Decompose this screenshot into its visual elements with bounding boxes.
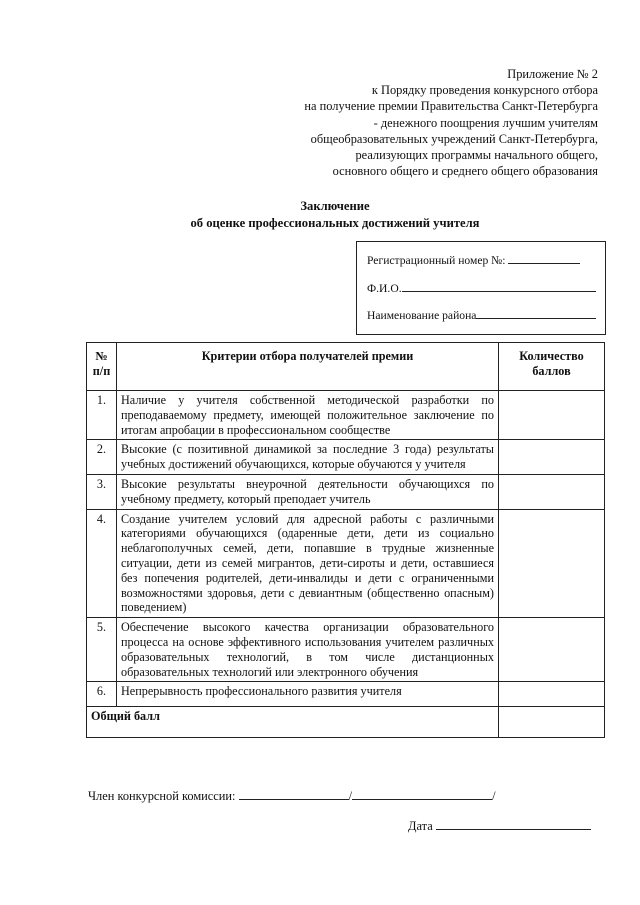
slash-separator: / <box>348 789 353 803</box>
row-num: 6. <box>87 682 117 707</box>
total-score-cell[interactable] <box>499 707 605 738</box>
row-num: 4. <box>87 509 117 618</box>
slash-separator: / <box>492 789 496 803</box>
row-score-cell[interactable] <box>499 509 605 618</box>
appendix-line: общеобразовательных учреждений Санкт-Петербурга, <box>310 131 598 146</box>
district-row <box>367 307 596 322</box>
date-field[interactable] <box>436 818 591 830</box>
row-num: 2. <box>87 440 117 475</box>
row-score-cell[interactable] <box>499 474 605 509</box>
total-label: Общий балл <box>87 707 499 738</box>
appendix-header <box>218 66 598 179</box>
date-label: Дата <box>408 819 433 833</box>
fio-row <box>367 280 596 295</box>
document-title <box>0 198 640 232</box>
row-criterion: Наличие у учителя собственной методической разработки по преподаваемому предмету, имеющей положительное заключение по итогам апробации в профессиональном сообществе <box>117 391 499 440</box>
table-header-row <box>87 343 605 391</box>
appendix-line: - денежного поощрения лучшим учителям <box>373 115 598 130</box>
appendix-line: на получение премии Правительства Санкт-Петербурга <box>304 99 598 114</box>
row-score-cell[interactable] <box>499 391 605 440</box>
header-score: Количество баллов <box>499 343 605 391</box>
row-num: 1. <box>87 391 117 440</box>
row-score-cell[interactable] <box>499 618 605 682</box>
table-row <box>87 474 605 509</box>
district-field[interactable] <box>476 307 596 319</box>
row-criterion: Создание учителем условий для адресной работы с различными категориями обучающихся (одаренные дети, дети из социально неблагополучных семей, дети, попавшие в трудные жизненные ситуации, дети из семей мигрантов, дети-сироты и дети, оставшиеся без попечения родителей, дети-инвалиды и дети с ограниченными возможностями здоровья, дети с девиантным (общественно опасным) поведением) <box>117 509 499 618</box>
table-row <box>87 618 605 682</box>
row-num: 5. <box>87 618 117 682</box>
header-criteria: Критерии отбора получателей премии <box>117 343 499 391</box>
appendix-line: Приложение № 2 <box>507 67 598 81</box>
criteria-table <box>86 342 605 738</box>
date-line <box>408 818 591 834</box>
row-score-cell[interactable] <box>499 682 605 707</box>
row-criterion: Высокие (с позитивной динамикой за последние 3 года) результаты учебных достижений обучающихся, которые обучаются у учителя <box>117 440 499 475</box>
appendix-line: реализующих программы начального общего, <box>355 148 598 163</box>
table-row <box>87 509 605 618</box>
row-criterion: Непрерывность профессионального развития учителя <box>117 682 499 707</box>
total-row <box>87 707 605 738</box>
header-num: № п/п <box>87 343 117 391</box>
table-row <box>87 682 605 707</box>
commission-member-line <box>88 788 496 804</box>
table-row <box>87 391 605 440</box>
title-line-1: Заключение <box>300 199 370 213</box>
member-signature-field[interactable] <box>239 788 349 800</box>
title-line-2: об оценке профессиональных достижений учителя <box>190 216 480 230</box>
appendix-line: к Порядку проведения конкурсного отбора <box>371 83 598 98</box>
fio-field[interactable] <box>402 280 596 292</box>
row-num: 3. <box>87 474 117 509</box>
row-criterion: Обеспечение высокого качества организации образовательного процесса на основе эффективного использования учителем различных образовательных технологий, в том числе дистанционных образовательных технологий или электронного обучения <box>117 618 499 682</box>
registration-number-row <box>367 252 580 267</box>
row-criterion: Высокие результаты внеурочной деятельности обучающихся по учебному предмету, который преподает учитель <box>117 474 499 509</box>
fio-label: Ф.И.О. <box>367 282 402 295</box>
row-score-cell[interactable] <box>499 440 605 475</box>
appendix-line: основного общего и среднего общего образования <box>332 164 598 179</box>
member-name-field[interactable] <box>352 788 492 800</box>
commission-member-label: Член конкурсной комиссии: <box>88 789 236 803</box>
table-row <box>87 440 605 475</box>
registration-box <box>356 241 606 335</box>
district-label: Наименование района <box>367 309 477 322</box>
registration-number-label: Регистрационный номер №: <box>367 254 506 267</box>
registration-number-field[interactable] <box>508 252 580 264</box>
